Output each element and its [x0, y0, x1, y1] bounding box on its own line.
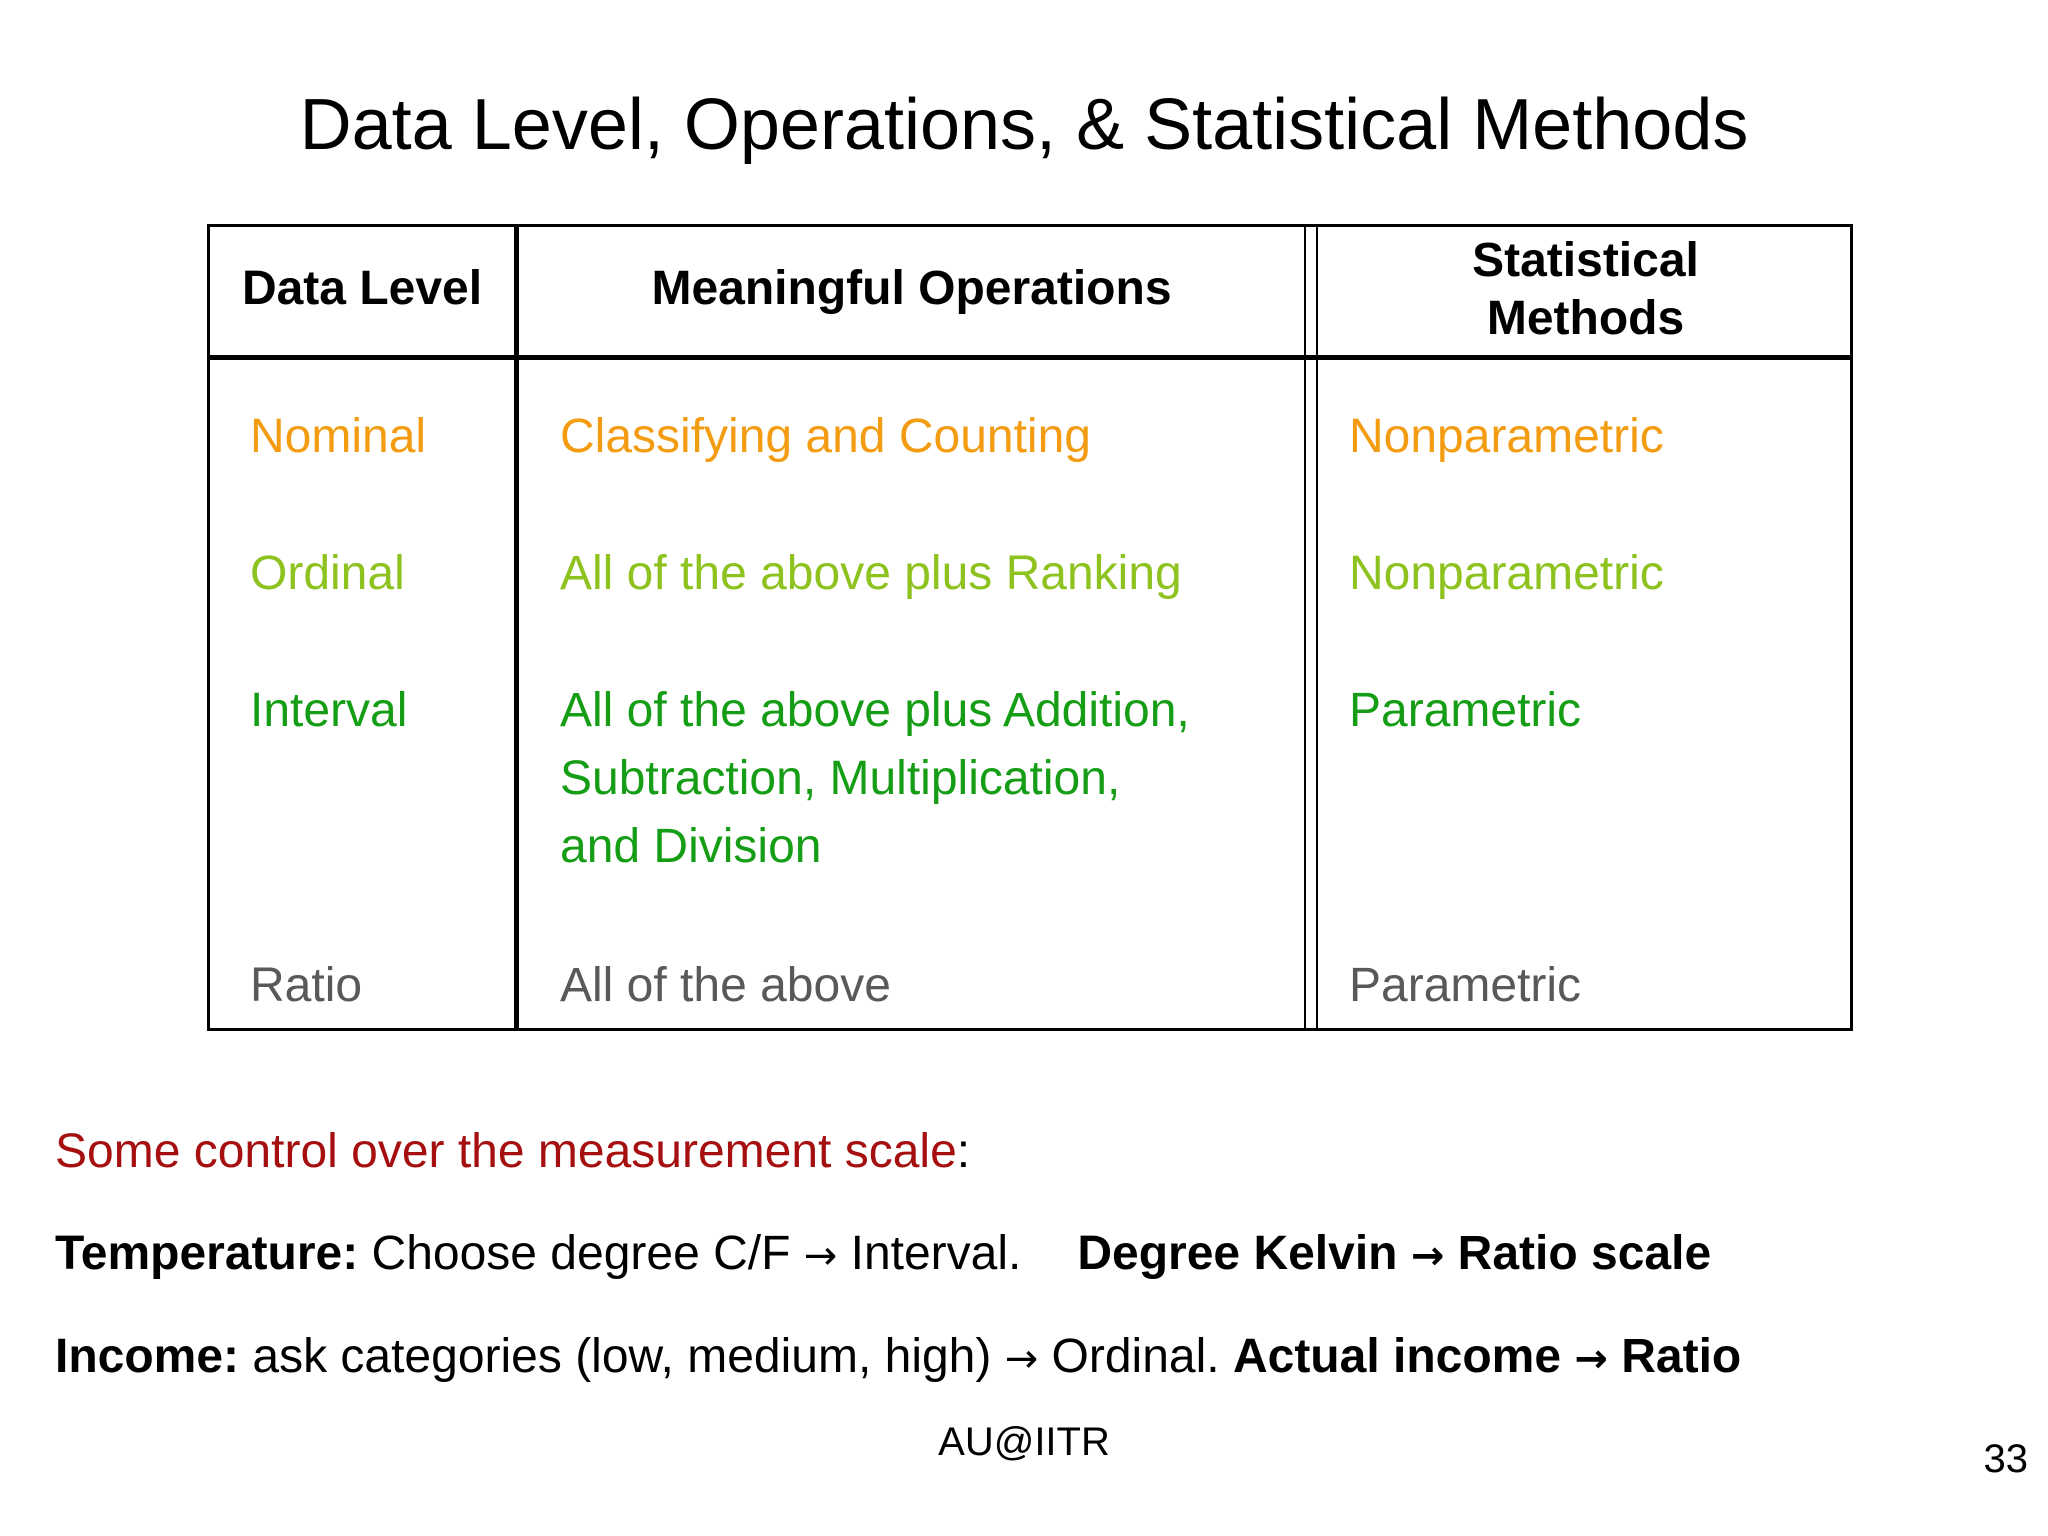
row-nominal-level: Nominal: [250, 410, 427, 463]
control-colon: :: [956, 1125, 971, 1178]
arrow-icon: →: [1410, 1233, 1445, 1279]
row-interval-operations-line3: and Division: [560, 820, 822, 873]
data-level-table: [207, 224, 1853, 1031]
row-ratio-level: Ratio: [250, 959, 363, 1012]
control-note: [55, 1122, 970, 1182]
arrow-icon: →: [1574, 1336, 1608, 1382]
temperature-text2: Interval.: [837, 1227, 1022, 1280]
temperature-bold2: Ratio scale: [1444, 1227, 1712, 1280]
page-number: 33: [1983, 1437, 2028, 1481]
temperature-label: Temperature:: [55, 1227, 359, 1280]
row-nominal-method: Nonparametric: [1349, 410, 1664, 463]
header-methods-line1: Statistical: [1472, 234, 1699, 287]
control-label: Some control over the measurement scale: [55, 1125, 957, 1178]
row-nominal-operations: Classifying and Counting: [560, 410, 1091, 463]
header-meaningful-operations: Meaningful Operations: [651, 262, 1172, 315]
slide-title: Data Level, Operations, & Statistical Methods: [299, 85, 1749, 165]
temperature-note: [55, 1224, 1711, 1286]
income-text2: Ordinal.: [1038, 1330, 1233, 1383]
arrow-icon: →: [1004, 1336, 1039, 1382]
income-bold1: Actual income: [1232, 1330, 1575, 1383]
header-data-level: Data Level: [241, 262, 483, 315]
row-interval-method: Parametric: [1349, 684, 1582, 737]
row-ratio-operations: All of the above: [560, 959, 891, 1012]
income-label: Income:: [55, 1330, 240, 1383]
row-interval-level: Interval: [250, 684, 408, 737]
row-ratio-method: Parametric: [1349, 959, 1582, 1012]
row-interval-operations-line2: Subtraction, Multiplication,: [560, 752, 1121, 805]
row-ordinal-operations: All of the above plus Ranking: [560, 547, 1182, 600]
row-ordinal-level: Ordinal: [250, 547, 405, 600]
temperature-text1: Choose degree C/F: [358, 1227, 804, 1280]
arrow-icon: →: [803, 1233, 838, 1279]
column-divider-double-left: [1304, 227, 1306, 1028]
row-interval-operations-line1: All of the above plus Addition,: [560, 684, 1190, 737]
row-ordinal-method: Nonparametric: [1349, 547, 1664, 600]
footer-label: AU@IITR: [938, 1420, 1110, 1464]
header-divider: [210, 355, 1850, 360]
column-divider: [514, 227, 519, 1028]
header-methods-line2: Methods: [1486, 292, 1685, 345]
income-note: [55, 1327, 1741, 1389]
row-interval-operations: [560, 677, 1190, 881]
income-text1: ask categories (low, medium, high): [239, 1330, 1005, 1383]
temperature-bold1: Degree Kelvin: [1077, 1227, 1411, 1280]
income-bold2: Ratio: [1607, 1330, 1742, 1383]
header-statistical-methods: [1318, 232, 1853, 348]
